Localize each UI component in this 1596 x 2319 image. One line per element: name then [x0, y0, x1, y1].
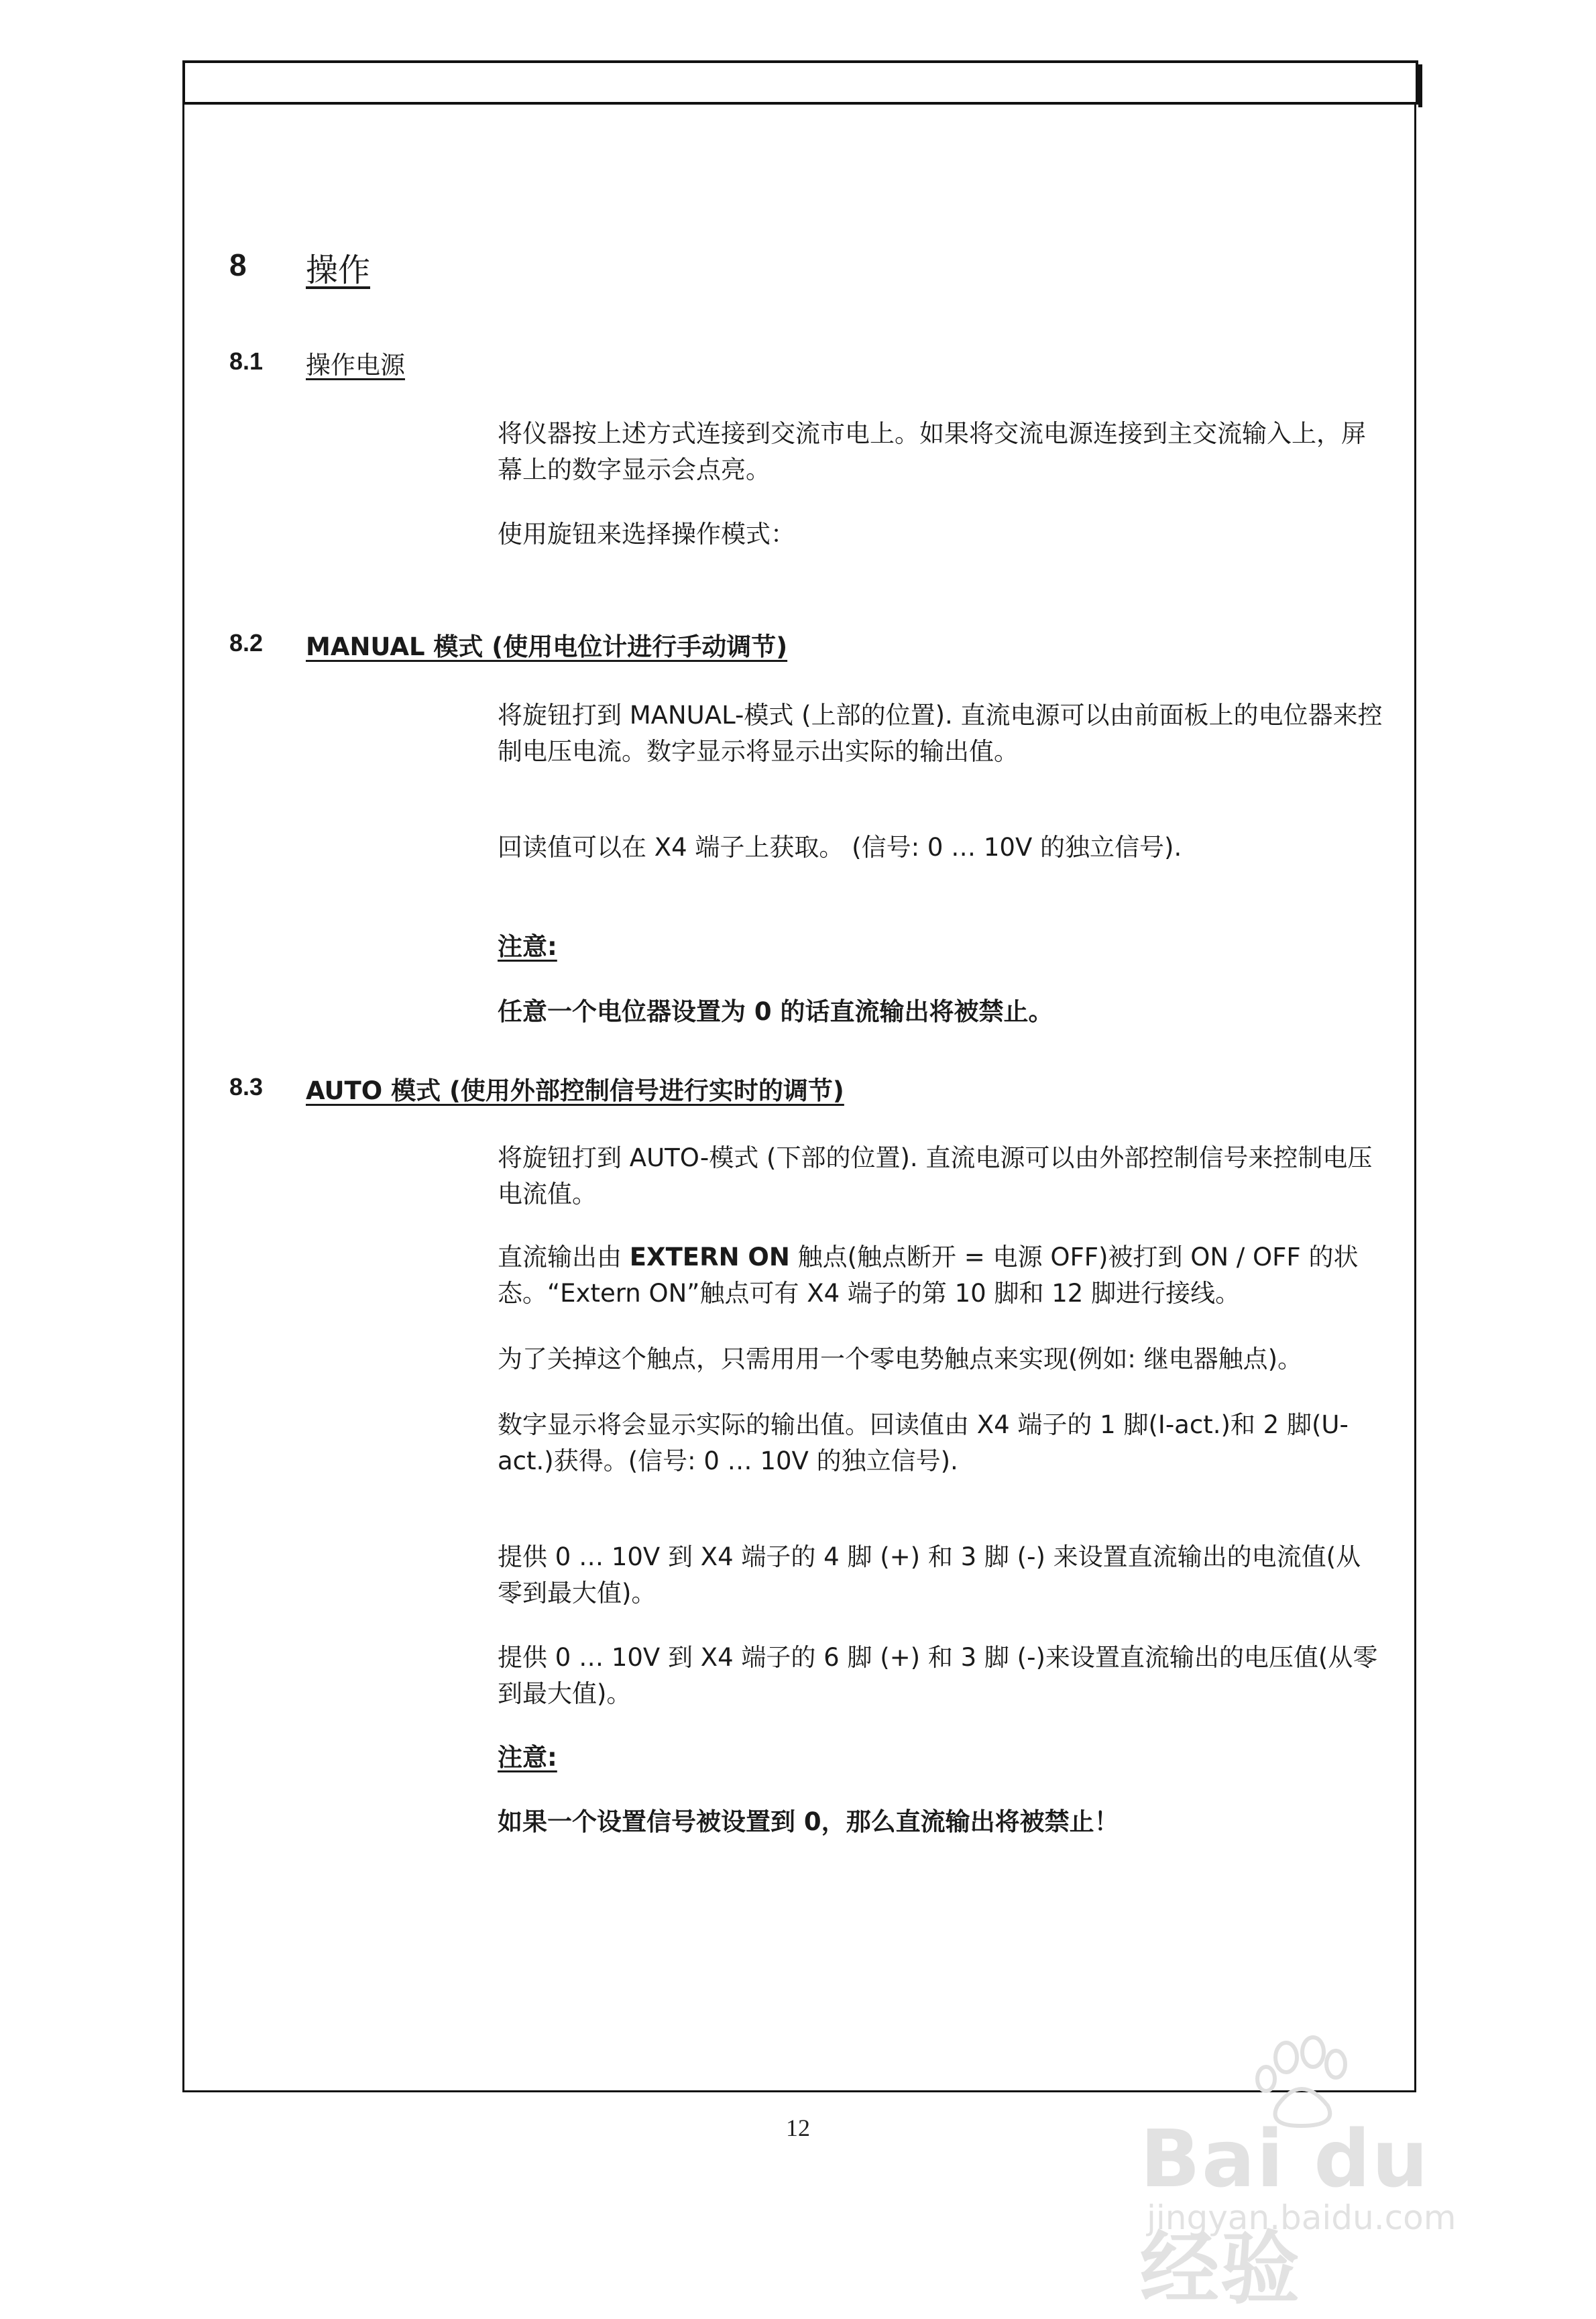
watermark-brand: Bai du 经验 [1140, 2112, 1430, 2315]
extern-on-term: EXTERN ON [629, 1243, 790, 1271]
extern-on-suffix: 触点(触点断开 = 电源 OFF)被打到 ON / OFF 的状态。“Extern ON”触点可有 X4 端子的第 10 脚和 12 脚进行接线。 [498, 1243, 1359, 1308]
section-8-1-paragraph-2: 使用旋钮来选择操作模式： [498, 520, 795, 549]
baidu-jingyan-watermark [1133, 2032, 1509, 2315]
section-8-3-note-text: 如果一个设置信号被设置到 0，那么直流输出将被禁止！ [498, 1807, 1119, 1836]
section-8-2-number: 8.2 [229, 629, 264, 657]
section-8-1-paragraph-1: 将仪器按上述方式连接到交流市电上。如果将交流电源连接到主交流输入上，屏幕上的数字显示会点亮。 [498, 419, 1366, 484]
section-8-2-paragraph-2: 回读值可以在 X4 端子上获取。 (信号: 0 … 10V 的独立信号). [498, 833, 1182, 862]
section-8-number: 8 [229, 247, 247, 282]
header-box [182, 60, 1418, 105]
watermark-url: jingyan.baidu.com [1147, 2198, 1457, 2237]
section-8-3-paragraph-2 [498, 1239, 1383, 1312]
section-8-3-note-label: 注意: [498, 1743, 557, 1772]
section-8-3-paragraph-6: 提供 0 … 10V 到 X4 端子的 6 脚 (+) 和 3 脚 (-)来设置直流输出的电压值(从零到最大值)。 [498, 1643, 1378, 1708]
extern-on-prefix: 直流输出由 [498, 1243, 630, 1271]
section-8-2-note-text: 任意一个电位器设置为 0 的话直流输出将被禁止。 [498, 997, 1053, 1026]
section-8-3-paragraph-5: 提供 0 … 10V 到 X4 端子的 4 脚 (+) 和 3 脚 (-) 来设置直流输出的电流值(从零到最大值)。 [498, 1542, 1361, 1607]
section-8-title: 操作 [306, 251, 371, 289]
section-8-3-title: AUTO 模式 (使用外部控制信号进行实时的调节) [306, 1076, 844, 1105]
section-8-2-paragraph-1: 将旋钮打到 MANUAL-模式 (上部的位置). 直流电源可以由前面板上的电位器来控制电压电流。数字显示将显示出实际的输出值。 [498, 701, 1383, 766]
section-8-3-number: 8.3 [229, 1073, 264, 1100]
section-8-2-note-label: 注意: [498, 932, 557, 961]
section-8-1-title: 操作电源 [306, 351, 405, 380]
header-box-shadow [1418, 64, 1422, 107]
section-8-3-paragraph-1: 将旋钮打到 AUTO-模式 (下部的位置). 直流电源可以由外部控制信号来控制电压电流值。 [498, 1143, 1373, 1208]
section-8-3-paragraph-4: 数字显示将会显示实际的输出值。回读值由 X4 端子的 1 脚(I-act.)和 2 脚(U-act.)获得。(信号: 0 … 10V 的独立信号). [498, 1410, 1349, 1475]
page-number: 12 [786, 2114, 810, 2141]
section-8-1-number: 8.1 [229, 347, 264, 375]
section-8-3-paragraph-3: 为了关掉这个触点，只需用用一个零电势触点来实现(例如: 继电器触点)。 [498, 1345, 1303, 1373]
section-8-2-title: MANUAL 模式 (使用电位计进行手动调节) [306, 632, 788, 661]
